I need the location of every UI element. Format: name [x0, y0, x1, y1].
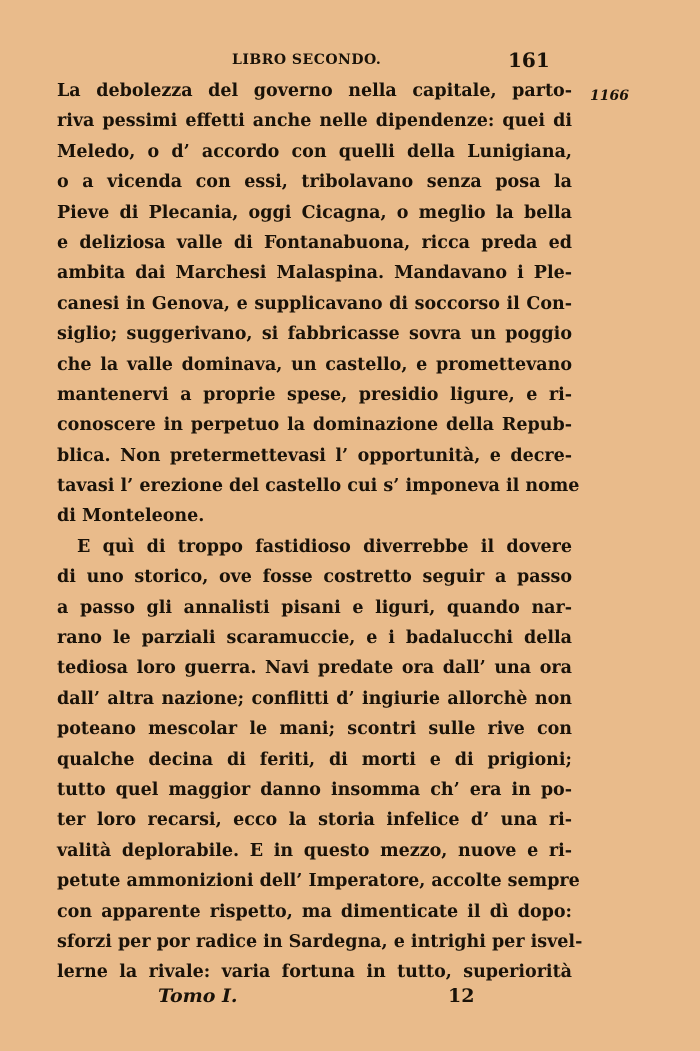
- text-line: rano le parziali scaramuccie, e i badalucchi della: [57, 628, 572, 649]
- paragraph-1: [57, 76, 580, 532]
- text-line: siglio; suggerivano, si fabbricasse sovra un poggio: [57, 324, 572, 345]
- text-line: La debolezza del governo nella capitale, parto-: [57, 81, 572, 101]
- body-text: [57, 76, 583, 988]
- text-line: canesi in Genova, e supplicavano di soccorso il Con-: [57, 293, 572, 314]
- text-line: mantenervi a proprie spese, presidio ligure, e ri-: [57, 384, 572, 405]
- text-line: riva pessimi effetti anche nelle dipendenze: quei di: [57, 111, 572, 132]
- text-line: E quì di troppo fastidioso diverrebbe il dovere: [77, 536, 572, 557]
- paragraph-2: [57, 532, 583, 988]
- running-title: LIBRO SECONDO.: [232, 52, 382, 68]
- text-line: tutto quel maggior danno insomma ch’ era in po-: [57, 779, 572, 800]
- page-footer: [0, 985, 700, 1015]
- text-line: ter loro recarsi, ecco la storia infelice d’ una ri-: [57, 810, 572, 831]
- text-line: e deliziosa valle di Fontanabuona, ricca preda ed: [57, 232, 572, 253]
- text-line: Meledo, o d’ accordo con quelli della Lunigiana,: [57, 141, 572, 162]
- text-line: o a vicenda con essi, tribolavano senza posa la: [57, 172, 572, 193]
- text-line: Pieve di Plecania, oggi Cicagna, o meglio la bella: [57, 202, 572, 223]
- text-line: di uno storico, ove fosse costretto seguir a passo: [57, 567, 572, 588]
- text-line: lerne la rivale: varia fortuna in tutto, superiorità: [57, 962, 572, 983]
- text-line: con apparente rispetto, ma dimenticate il dì dopo:: [57, 901, 572, 922]
- signature-mark: 12: [448, 985, 475, 1007]
- text-line: che la valle dominava, un castello, e promettevano: [57, 354, 572, 375]
- text-line: di Monteleone.: [57, 506, 205, 527]
- text-line: sforzi per por radice in Sardegna, e intrighi per isvel-: [57, 931, 583, 952]
- text-line: conoscere in perpetuo la dominazione della Repub-: [57, 415, 572, 436]
- text-line: valità deplorabile. E in questo mezzo, nuove e ri-: [57, 840, 572, 861]
- text-line: petute ammonizioni dell’ Imperatore, accolte sempre: [57, 871, 580, 892]
- text-line: dall’ altra nazione; conflitti d’ ingiurie allorchè non: [57, 688, 572, 709]
- text-line: tavasi l’ erezione del castello cui s’ imponeva il nome: [57, 476, 580, 497]
- text-line: poteano mescolar le mani; scontri sulle rive con: [57, 719, 572, 740]
- text-line: tediosa loro guerra. Navi predate ora dall’ una ora: [57, 658, 572, 679]
- text-line: qualche decina di feriti, di morti e di prigioni;: [57, 749, 572, 770]
- volume-label: Tomo I.: [158, 985, 238, 1007]
- text-line: ambita dai Marchesi Malaspina. Mandavano i Ple-: [57, 263, 572, 284]
- running-head: [0, 48, 700, 76]
- text-line: blica. Non pretermettevasi l’ opportunità, e decre-: [57, 445, 572, 466]
- text-line: a passo gli annalisti pisani e liguri, quando nar-: [57, 597, 572, 618]
- page-number: 161: [508, 48, 550, 72]
- margin-year-note: 1166: [590, 88, 629, 104]
